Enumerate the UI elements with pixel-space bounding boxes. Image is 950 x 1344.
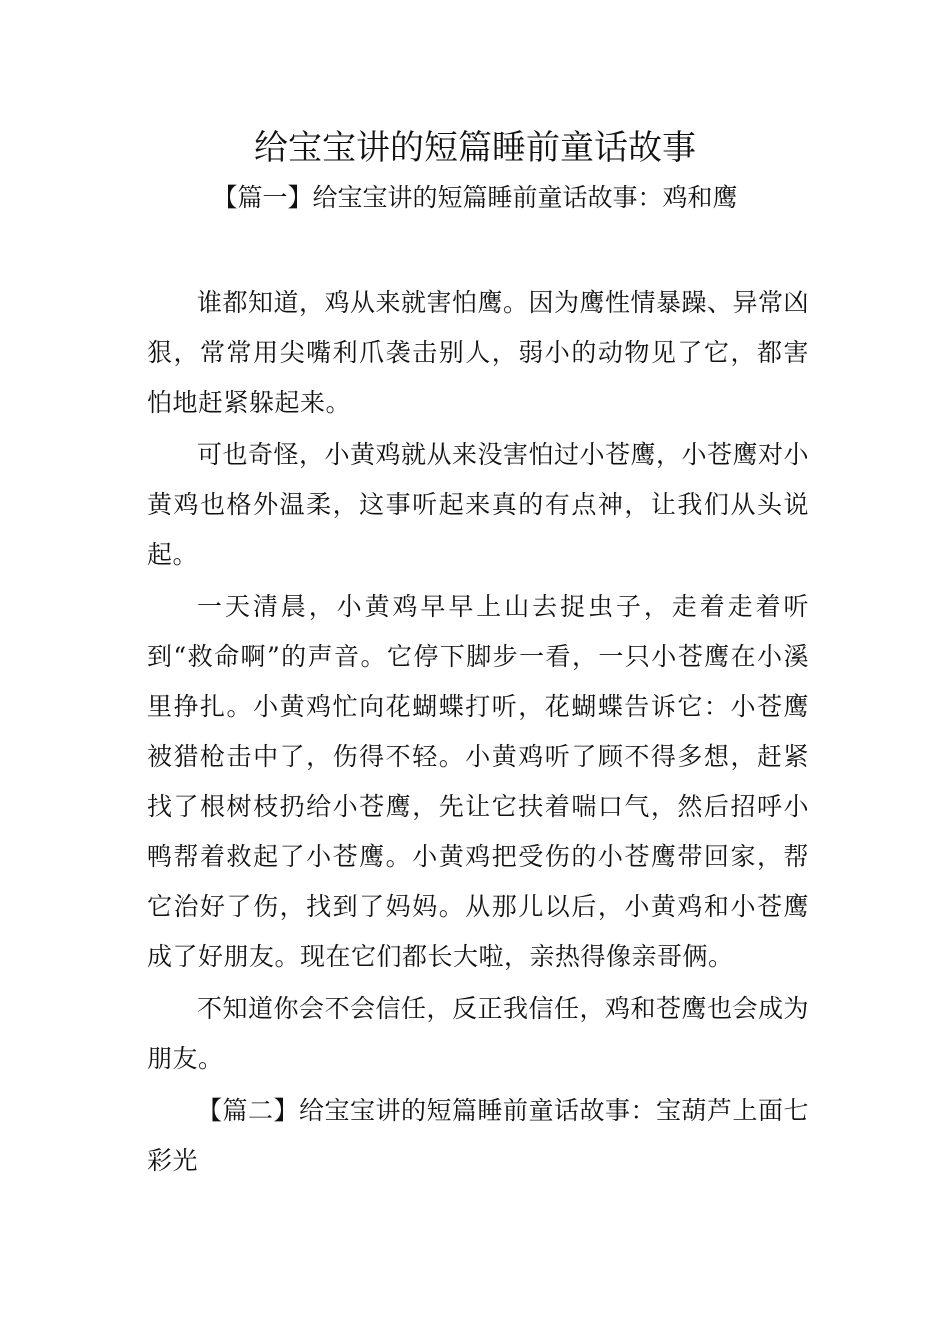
document-title: 给宝宝讲的短篇睡前童话故事 — [254, 128, 696, 168]
section-heading-2: 【篇二】给宝宝讲的短篇睡前童话故事：宝葫芦上面七彩光 — [147, 1096, 810, 1175]
paragraph-4: 不知道你会不会信任，反正我信任，鸡和苍鹰也会成为朋友。 — [147, 994, 810, 1073]
paragraph-1: 谁都知道，鸡从来就害怕鹰。因为鹰性情暴躁、异常凶狠，常常用尖嘴利爪袭击别人，弱小的动物见了它，都害怕地赶紧躲起来。 — [147, 288, 810, 417]
section-heading-1: 【篇一】给宝宝讲的短篇睡前童话故事：鸡和鹰 — [212, 183, 738, 212]
document-body — [147, 278, 809, 1188]
paragraph-3: 一天清晨，小黄鸡早早上山去捉虫子，走着走着听到“救命啊”的声音。它停下脚步一看，一只小苍鹰在小溪里挣扎。小黄鸡忙向花蝴蝶打听，花蝴蝶告诉它：小苍鹰被猎枪击中了，伤得不轻。小黄鸡听了顾不得多想，赶紧找了根树枝扔给小苍鹰，先让它扶着喘口气，然后招呼小鸭帮着救起了小苍鹰。小黄鸡把受伤的小苍鹰带回家，帮它治好了伤，找到了妈妈。从那儿以后，小黄鸡和小苍鹰成了好朋友。现在它们都长大啦，亲热得像亲哥俩。 — [147, 592, 809, 971]
paragraph-2: 可也奇怪，小黄鸡就从来没害怕过小苍鹰，小苍鹰对小黄鸡也格外温柔，这事听起来真的有点神，让我们从头说起。 — [147, 440, 810, 569]
